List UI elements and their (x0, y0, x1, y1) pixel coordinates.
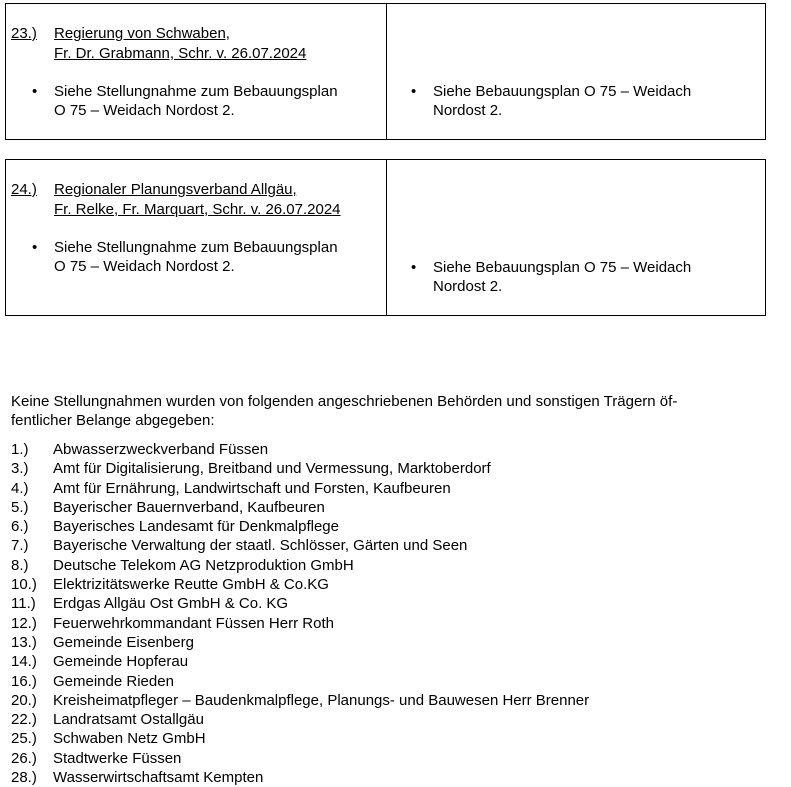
list-number: 26.) (11, 749, 37, 767)
list-number: 20.) (11, 691, 37, 709)
entry-authority: Regionaler Planungsverband Allgäu, (54, 181, 297, 198)
list-number: 12.) (11, 614, 37, 632)
entry-box-24 (5, 159, 766, 316)
list-number: 25.) (11, 730, 37, 748)
bullet-icon: • (411, 83, 417, 100)
list-text: Gemeinde Eisenberg (53, 633, 194, 651)
list-number: 5.) (11, 498, 29, 516)
bullet-text-line: Siehe Stellungnahme zum Bebauungsplan (54, 83, 338, 100)
entry-number: 23.) (11, 25, 37, 42)
list-text: Abwasserzweckverband Füssen (53, 441, 269, 458)
list-text: Bayerische Verwaltung der staatl. Schlösser, Gärten und Seen (53, 537, 468, 555)
bullet-text-line: Siehe Bebauungsplan O 75 – Weidach (433, 83, 692, 100)
list-text: Bayerischer Bauernverband, Kaufbeuren (53, 498, 325, 516)
list-text: Gemeinde Hopferau (53, 653, 189, 671)
list-text: Kreisheimatpfleger – Baudenkmalpflege, Planungs- und Bauwesen Herr Brenner (53, 691, 590, 709)
list-number: 13.) (11, 633, 37, 651)
list-number: 1.) (11, 441, 29, 458)
list-text: Deutsche Telekom AG Netzproduktion GmbH (53, 556, 354, 574)
list-text: Bayerisches Landesamt für Denkmalpflege (53, 518, 339, 536)
list-number: 11.) (11, 595, 36, 613)
column-divider (386, 4, 387, 139)
entry-number: 24.) (11, 181, 37, 198)
list-text: Stadtwerke Füssen (53, 749, 182, 767)
bullet-icon: • (32, 239, 38, 256)
list-number: 8.) (11, 556, 29, 574)
list-number: 3.) (11, 460, 29, 478)
list-text: Wasserwirtschaftsamt Kempten (53, 769, 264, 787)
list-text: Erdgas Allgäu Ost GmbH & Co. KG (53, 595, 289, 613)
entry-contact: Fr. Relke, Fr. Marquart, Schr. v. 26.07.2024 (54, 201, 341, 218)
bullet-text-line: O 75 – Weidach Nordost 2. (54, 102, 235, 119)
intro-line: Keine Stellungnahmen wurden von folgenden angeschriebenen Behörden und sonstigen Trägern öf- (11, 393, 678, 410)
list-text: Elektrizitätswerke Reutte GmbH & Co.KG (53, 576, 329, 594)
bullet-text-line: O 75 – Weidach Nordost 2. (54, 258, 235, 275)
list-number: 14.) (11, 653, 37, 671)
list-number: 6.) (11, 518, 29, 536)
list-text: Amt für Digitalisierung, Breitband und Vermessung, Marktoberdorf (53, 460, 491, 478)
entry-box-23 (5, 3, 766, 140)
list-text: Feuerwehrkommandant Füssen Herr Roth (53, 614, 334, 632)
bullet-text-line: Nordost 2. (433, 278, 503, 295)
intro-line: fentlicher Belange abgegeben: (11, 412, 215, 429)
bullet-icon: • (411, 259, 417, 276)
entry-authority: Regierung von Schwaben, (54, 25, 230, 42)
list-number: 28.) (11, 769, 37, 787)
list-number: 4.) (11, 479, 29, 497)
bullet-text-line: Siehe Bebauungsplan O 75 – Weidach (433, 259, 692, 276)
list-number: 7.) (11, 537, 29, 555)
list-number: 10.) (11, 576, 37, 594)
intro-paragraph (11, 392, 751, 430)
list-text: Schwaben Netz GmbH (53, 730, 206, 748)
list-text: Amt für Ernährung, Landwirtschaft und Forsten, Kaufbeuren (53, 479, 451, 497)
list-text: Gemeinde Rieden (53, 672, 174, 690)
bullet-text-line: Nordost 2. (433, 102, 503, 119)
bullet-icon: • (32, 83, 38, 100)
bullet-text-line: Siehe Stellungnahme zum Bebauungsplan (54, 239, 338, 256)
list-number: 16.) (11, 672, 37, 690)
list-number: 22.) (11, 711, 37, 729)
list-text: Landratsamt Ostallgäu (53, 711, 204, 729)
entry-contact: Fr. Dr. Grabmann, Schr. v. 26.07.2024 (54, 45, 307, 62)
column-divider (386, 160, 387, 315)
